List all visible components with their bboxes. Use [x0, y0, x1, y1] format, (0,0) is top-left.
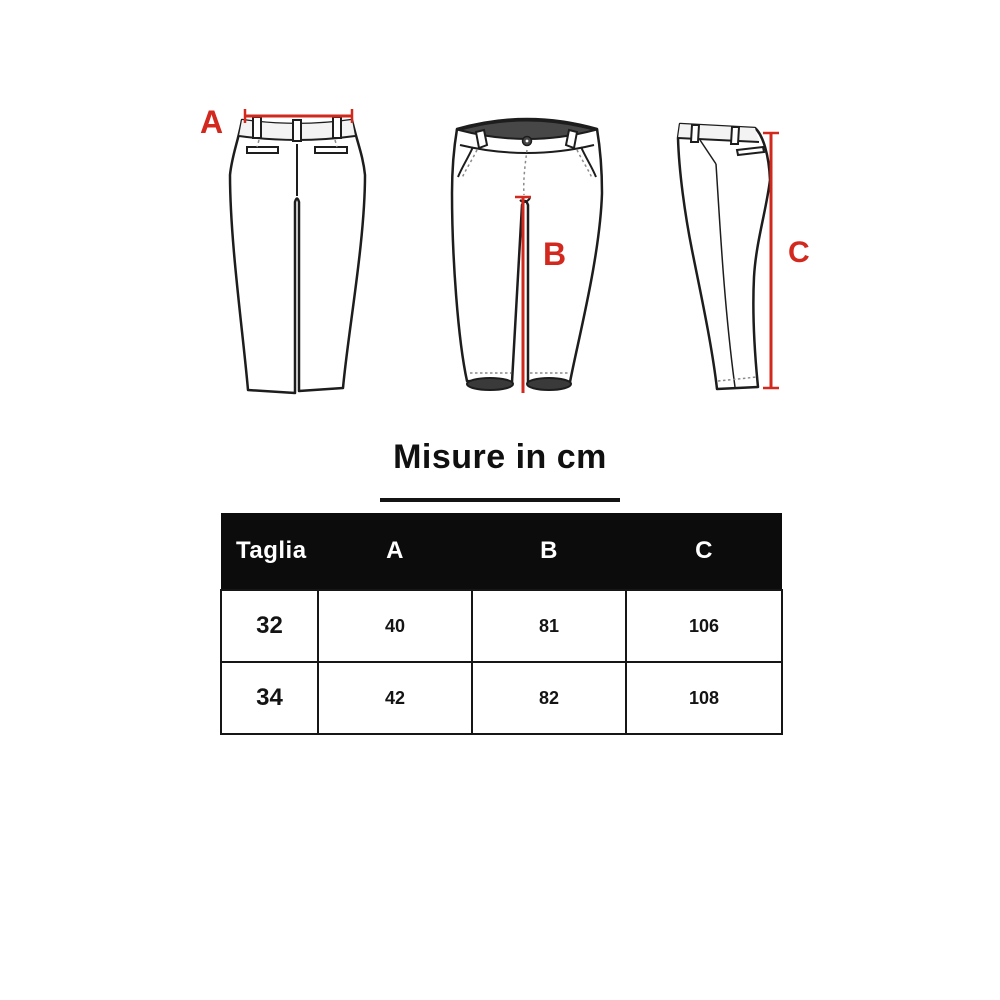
- cell-measure-c: 106: [626, 590, 782, 662]
- title-underline: [380, 498, 620, 502]
- cell-size: 34: [221, 662, 318, 734]
- leg-opening: [527, 378, 571, 390]
- cell-measure-c: 108: [626, 662, 782, 734]
- waist-button-hole: [526, 140, 529, 143]
- pants-front-view-drawing: [445, 105, 610, 405]
- belt-loop: [476, 130, 487, 148]
- leg-opening: [467, 378, 513, 390]
- table-row-size-32: [221, 590, 782, 662]
- page-title: Misure in cm: [393, 438, 607, 476]
- cell-measure-a: 40: [318, 590, 472, 662]
- belt-loop: [691, 125, 699, 142]
- table-header-b: B: [472, 513, 626, 590]
- welt-pocket: [315, 147, 347, 153]
- belt-loop: [566, 130, 577, 148]
- belt-loop: [253, 117, 261, 138]
- table-header-c: C: [626, 513, 782, 590]
- table-row-size-34: [221, 662, 782, 734]
- measure-label-c: C: [788, 236, 810, 269]
- belt-loop: [731, 127, 739, 144]
- cell-measure-b: 82: [472, 662, 626, 734]
- welt-pocket: [247, 147, 278, 153]
- table-header-a: A: [318, 513, 472, 590]
- belt-loop: [333, 117, 341, 138]
- pants-side-outline: [678, 124, 770, 389]
- measure-label-a: A: [200, 104, 224, 140]
- table-header-taglia: Taglia: [221, 513, 318, 590]
- cell-size: 32: [221, 590, 318, 662]
- measure-label-b: B: [543, 236, 567, 272]
- size-table: [220, 513, 783, 735]
- pants-front-outline: [452, 119, 602, 383]
- table-header-row: [221, 513, 782, 590]
- cell-measure-b: 81: [472, 590, 626, 662]
- cell-measure-a: 42: [318, 662, 472, 734]
- pants-back-view-drawing: [195, 100, 395, 405]
- belt-loop: [293, 120, 301, 141]
